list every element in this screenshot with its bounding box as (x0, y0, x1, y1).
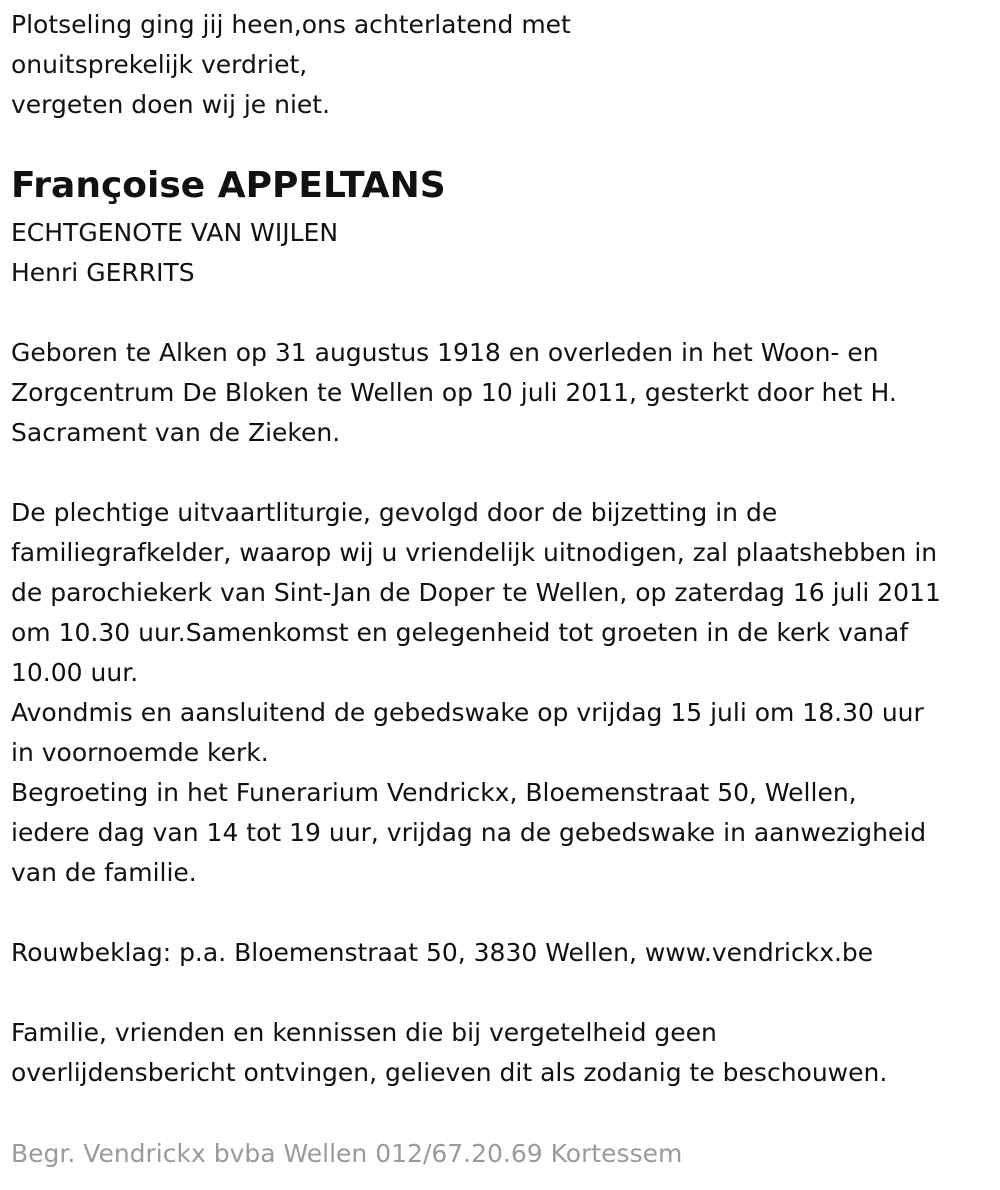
paragraph-line: Familie, vrienden en kennissen die bij vergetelheid geen (11, 1018, 717, 1047)
condolence-paragraph (11, 933, 873, 973)
poem (11, 5, 571, 125)
paragraph-line: van de familie. (11, 858, 197, 887)
paragraph-line: Geboren te Alken op 31 augustus 1918 en overleden in het Woon- en (11, 338, 879, 367)
ceremony-paragraph (11, 493, 941, 893)
poem-line: vergeten doen wij je niet. (11, 90, 331, 119)
notice-paragraph (11, 1013, 887, 1093)
paragraph-line: in voornoemde kerk. (11, 738, 269, 767)
paragraph-line: om 10.30 uur.Samenkomst en gelegenheid tot groeten in de kerk vanaf (11, 618, 909, 647)
relation-block (11, 213, 338, 293)
paragraph-line: iedere dag van 14 tot 19 uur, vrijdag na de gebedswake in aanwezigheid (11, 818, 927, 847)
paragraph-line: overlijdensbericht ontvingen, gelieven dit als zodanig te beschouwen. (11, 1058, 888, 1087)
paragraph-line: Avondmis en aansluitend de gebedswake op vrijdag 15 juli om 18.30 uur (11, 698, 924, 727)
paragraph-line: Sacrament van de Zieken. (11, 418, 341, 447)
poem-line: Plotseling ging jij heen,ons achterlatend met (11, 10, 571, 39)
paragraph-line: familiegrafkelder, waarop wij u vriendelijk uitnodigen, zal plaatshebben in (11, 538, 938, 567)
paragraph-line: Zorgcentrum De Bloken te Wellen op 10 juli 2011, gesterkt door het H. (11, 378, 897, 407)
condolence-text: Rouwbeklag: p.a. Bloemenstraat 50, 3830 Wellen, www.vendrickx.be (11, 938, 874, 967)
relation-text: ECHTGENOTE VAN WIJLEN (11, 218, 339, 247)
poem-line: onuitsprekelijk verdriet, (11, 50, 308, 79)
paragraph-line: Begroeting in het Funerarium Vendrickx, Bloemenstraat 50, Wellen, (11, 778, 857, 807)
birth-death-paragraph (11, 333, 897, 453)
paragraph-line: De plechtige uitvaartliturgie, gevolgd door de bijzetting in de (11, 498, 778, 527)
deceased-name: Françoise APPELTANS (11, 165, 446, 206)
paragraph-line: de parochiekerk van Sint-Jan de Doper te Wellen, op zaterdag 16 juli 2011 (11, 578, 941, 607)
funeral-home-footer: Begr. Vendrickx bvba Wellen 012/67.20.69 Kortessem (11, 1139, 683, 1168)
paragraph-line: 10.00 uur. (11, 658, 139, 687)
spouse-name: Henri GERRITS (11, 258, 195, 287)
